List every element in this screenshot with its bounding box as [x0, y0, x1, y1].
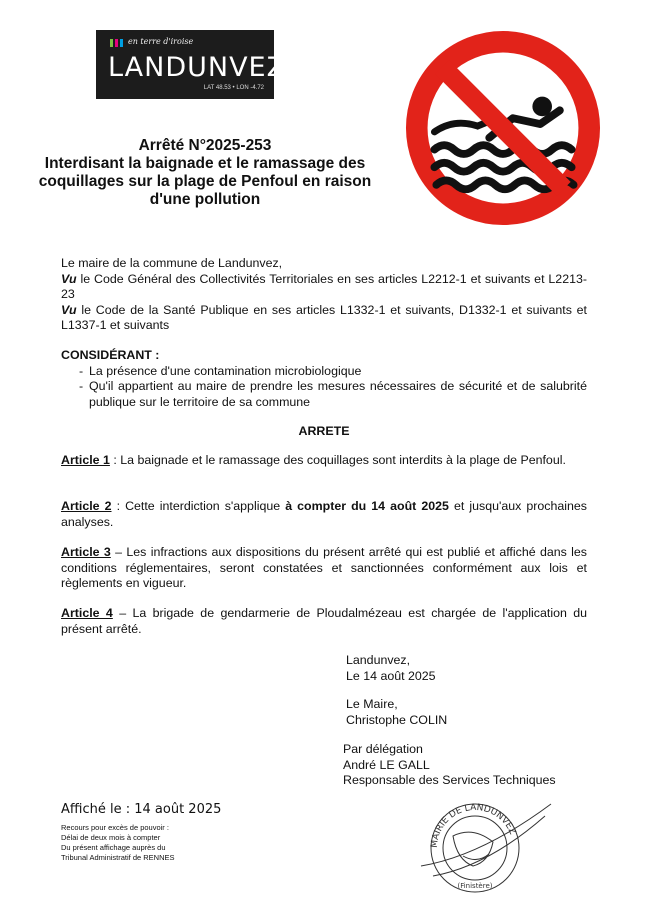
- article-label: Article 1: [61, 453, 110, 467]
- article-text: et jusqu'aux prochaines analyses.: [61, 499, 587, 529]
- article-date-emphasis: à compter du 14 août 2025: [285, 499, 449, 513]
- vu-label: Vu: [61, 302, 77, 317]
- preamble-vu-1: [61, 272, 587, 303]
- signature-role: Le Maire,: [346, 697, 398, 711]
- arrete-heading: ARRETE: [298, 424, 350, 438]
- logo-coordinates: LAT 48.53 • LON -4.72: [203, 85, 264, 91]
- official-seal-icon: [413, 796, 555, 900]
- stamp-text: MAIRIE DE LANDUNVEZ: [429, 802, 518, 849]
- article-1: [61, 453, 587, 469]
- article-text: – La brigade de gendarmerie de Ploudalmézeau est chargée de l'application du présent arrêté.: [61, 606, 587, 636]
- article-label: Article 2: [61, 499, 112, 513]
- decree-title: [20, 137, 390, 209]
- article-label: Article 4: [61, 606, 113, 620]
- appeal-line: Tribunal Administratif de RENNES: [61, 853, 175, 862]
- no-swimming-icon: [405, 30, 601, 226]
- considerant-list: [61, 364, 587, 411]
- posting-date: Affiché le : 14 août 2025: [61, 802, 222, 817]
- article-label: Article 3: [61, 545, 111, 559]
- vu-text: le Code Général des Collectivités Territoriales en ses articles L2212-1 et suivants et L2213-23: [61, 271, 587, 301]
- article-text: – Les infractions aux dispositions du présent arrêté qui est publié et affiché dans les conditions réglementaires, seront constatées et sanctionnées conformément aux lois et règlements en vigueur.: [61, 545, 587, 590]
- logo-tagline: en terre d'iroise: [128, 37, 194, 46]
- preamble-vu-2: [61, 303, 587, 334]
- commune-logo: [96, 30, 287, 99]
- decree-number: Arrêté N°2025-253: [138, 137, 272, 154]
- signature-delegation-label: Par délégation: [343, 742, 423, 756]
- decree-subject-line-1: Interdisant la baignade et le ramassage des: [44, 155, 366, 172]
- decree-subject-line-2: coquillages sur la plage de Penfoul en raison: [38, 173, 372, 190]
- considerant-heading: CONSIDÉRANT :: [61, 348, 160, 362]
- signature-delegate-title: Responsable des Services Techniques: [343, 773, 556, 787]
- signature-date: Le 14 août 2025: [346, 668, 436, 683]
- list-item: - Qu'il appartient au maire de prendre les mesures nécessaires de sécurité et de salubrité publique sur le territoire de sa commune: [61, 379, 587, 410]
- signature-delegate-name: André LE GALL: [343, 757, 430, 772]
- article-text: : La baignade et le ramassage des coquillages sont interdits à la plage de Penfoul.: [109, 453, 566, 467]
- appeal-line: Du présent affichage auprès du: [61, 843, 166, 852]
- decree-subject-line-3: d'une pollution: [149, 191, 261, 208]
- preamble-maire: Le maire de la commune de Landunvez,: [61, 256, 283, 270]
- signature-place-date: [346, 653, 436, 684]
- signature-mayor: [346, 697, 447, 728]
- considerant-section: [61, 348, 587, 410]
- article-3: [61, 545, 587, 592]
- signature-place: Landunvez,: [346, 653, 411, 667]
- list-item: - La présence d'une contamination microbiologique: [61, 364, 587, 380]
- logo-color-bars: [110, 39, 123, 47]
- vu-text: le Code de la Santé Publique en ses articles L1332-1 et suivants, D1332-1 et suivants et L1337-1 et suivants: [61, 302, 587, 332]
- article-4: [61, 606, 587, 637]
- preamble: [61, 256, 587, 334]
- stamp-subtext: (Finistère): [457, 882, 493, 890]
- appeal-line: Recours pour excès de pouvoir :: [61, 823, 169, 832]
- appeal-line: Délai de deux mois à compter: [61, 833, 161, 842]
- logo-name: LANDUNVEZ: [108, 52, 287, 83]
- signature-mayor-name: Christophe COLIN: [346, 712, 448, 727]
- appeal-notice: [61, 823, 175, 863]
- article-text: : Cette interdiction s'applique: [111, 499, 286, 513]
- signature-delegation: [343, 742, 556, 789]
- article-2: [61, 499, 587, 530]
- vu-label: Vu: [61, 271, 77, 286]
